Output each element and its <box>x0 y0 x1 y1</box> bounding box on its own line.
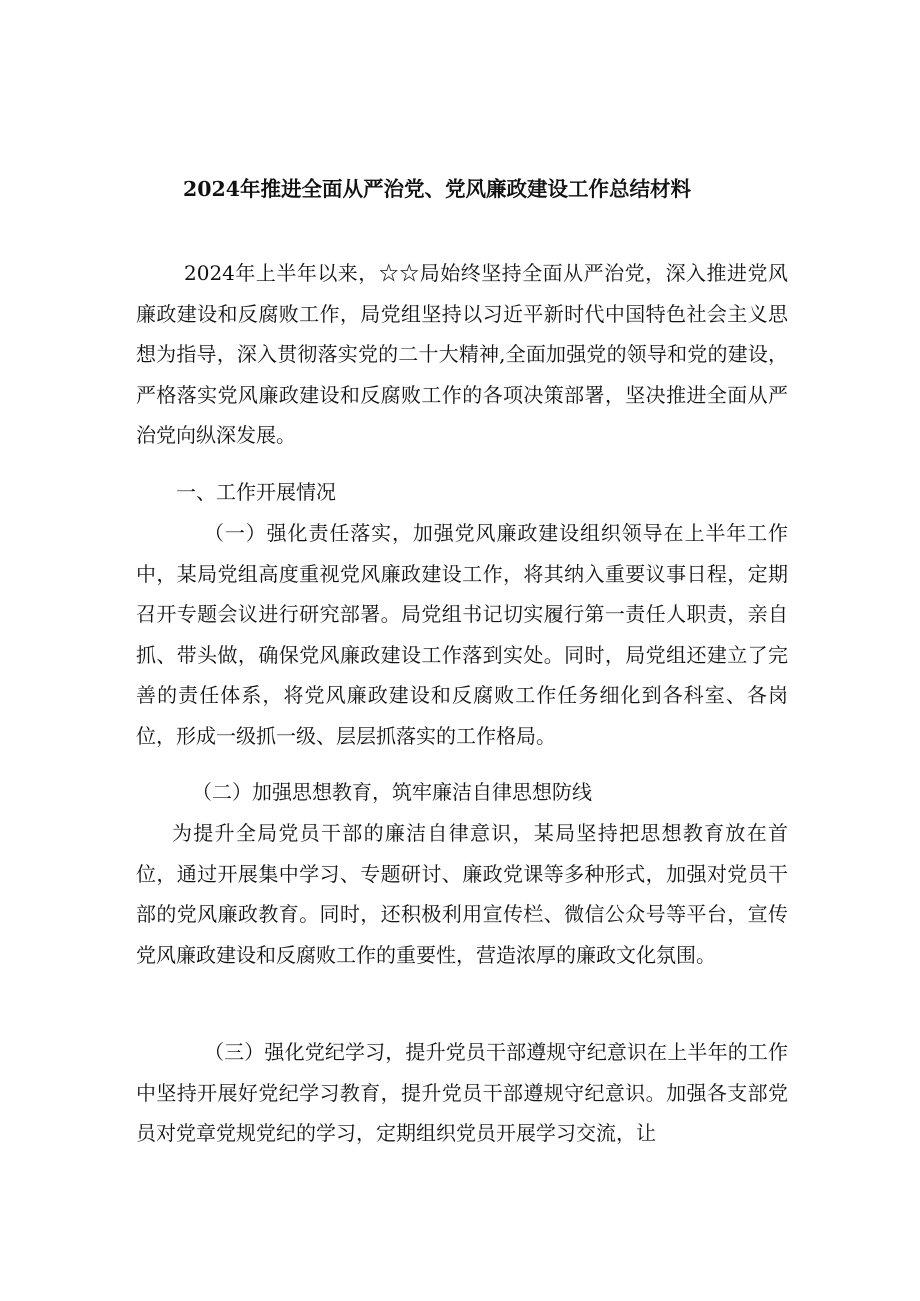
subsection-2-paragraph: 为提升全局党员干部的廉洁自律意识，某局坚持把思想教育放在首位，通过开展集中学习、专题研讨、廉政党课等多种形式，加强对党员干部的党风廉政教育。同时，还积极利用宣传栏、微信公众号等平台，宣传党风廉政建设和反腐败工作的重要性，营造浓厚的廉政文化氛围。 <box>136 821 788 967</box>
subsection-1-paragraph: （一）强化责任落实，加强党风廉政建设组织领导在上半年工作中，某局党组高度重视党风廉政建设工作，将其纳入重要议事日程，定期召开专题会议进行研究部署。局党组书记切实履行第一责任人职责，亲自抓、带头做，确保党风廉政建设工作落到实处。同时，局党组还建立了完善的责任体系，将党风廉政建设和反腐败工作任务细化到各科室、各岗位，形成一级抓一级、层层抓落实的工作格局。 <box>136 521 788 748</box>
intro-paragraph: 2024年上半年以来，☆☆局始终坚持全面从严治党，深入推进党风廉政建设和反腐败工作，局党组坚持以习近平新时代中国特色社会主义思想为指导，深入贯彻落实党的二十大精神,全面加强党的领导和党的建设，严格落实党风廉政建设和反腐败工作的各项决策部署，坚决推进全面从严治党向纵深发展。 <box>136 261 788 448</box>
subsection-2-heading: （二）加强思想教育，筑牢廉洁自律思想防线 <box>192 780 592 804</box>
subsection-3-paragraph: （三）强化党纪学习，提升党员干部遵规守纪意识在上半年的工作中坚持开展好党纪学习教育，提升党员干部遵规守纪意识。加强各支部党员对党章党规党纪的学习，定期组织党员开展学习交流，让 <box>136 1040 788 1146</box>
document-title: 2024年推进全面从严治党、党风廉政建设工作总结材料 <box>183 177 692 201</box>
section-heading-1: 一、工作开展情况 <box>176 480 336 504</box>
